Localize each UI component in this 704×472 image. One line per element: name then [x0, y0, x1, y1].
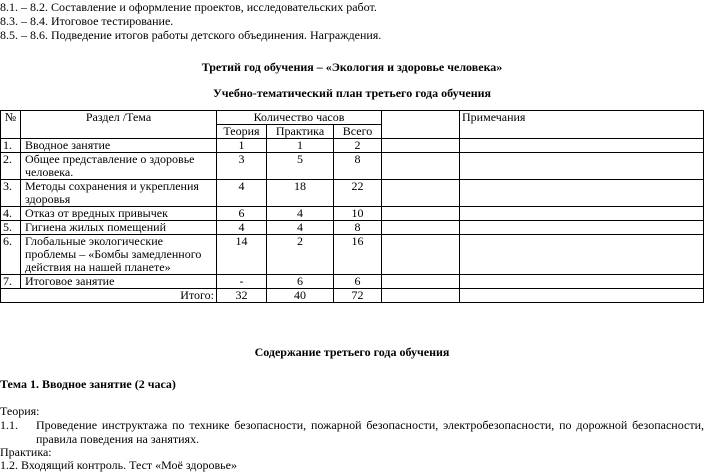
row-total: 10	[334, 207, 382, 221]
row-practice: 2	[267, 235, 334, 275]
total-theory: 32	[217, 289, 267, 303]
row-theory: 4	[217, 221, 267, 235]
row-notes	[460, 275, 704, 289]
header-practice: Практика	[267, 125, 334, 139]
row-practice: 5	[267, 153, 334, 180]
table-row	[1, 153, 704, 180]
intro-line-1: 8.1. – 8.2. Составление и оформление проектов, исследовательских работ.	[0, 0, 377, 14]
row-notes	[460, 139, 704, 153]
row-topic: Гигиена жилых помещений	[21, 221, 217, 235]
row-total: 8	[334, 153, 382, 180]
table-row	[1, 139, 704, 153]
header-total: Всего	[334, 125, 382, 139]
row-theory: 1	[217, 139, 267, 153]
theory-label: Теория:	[0, 404, 40, 418]
practice-label: Практика:	[0, 445, 52, 459]
content-title: Содержание третьего года обучения	[254, 345, 450, 359]
row-num: 4.	[1, 207, 21, 221]
row-total: 6	[334, 275, 382, 289]
row-theory: 6	[217, 207, 267, 221]
practice-item: 1.2. Входящий контроль. Тест «Моё здоровье»	[0, 458, 237, 472]
header-hours: Количество часов	[217, 111, 382, 125]
year-title: Третий год обучения – «Экология и здоровье человека»	[201, 60, 503, 74]
row-num: 1.	[1, 139, 21, 153]
row-theory: 3	[217, 153, 267, 180]
row-notes	[460, 207, 704, 221]
row-num: 2.	[1, 153, 21, 180]
row-topic: Отказ от вредных привычек	[21, 207, 217, 221]
header-num: №	[1, 111, 21, 139]
intro-line-3: 8.5. – 8.6. Подведение итогов работы детского объединения. Награждения.	[0, 28, 382, 42]
row-practice: 6	[267, 275, 334, 289]
table-row	[1, 221, 704, 235]
row-total: 8	[334, 221, 382, 235]
header-theory: Теория	[217, 125, 267, 139]
row-topic: Глобальные экологические проблемы – «Бомбы замедленного действия на нашей планете»	[21, 235, 217, 275]
total-notes	[460, 289, 704, 303]
header-topic: Раздел /Тема	[21, 111, 217, 139]
table-row	[1, 275, 704, 289]
total-label: Итого:	[1, 289, 217, 303]
row-practice: 18	[267, 180, 334, 207]
table-row	[1, 235, 704, 275]
row-notes	[460, 153, 704, 180]
row-total: 2	[334, 139, 382, 153]
total-practice: 40	[267, 289, 334, 303]
header-notes: Примечания	[460, 111, 704, 139]
row-notes	[460, 235, 704, 275]
row-notes	[460, 180, 704, 207]
row-theory: -	[217, 275, 267, 289]
plan-title: Учебно-тематический план третьего года обучения	[212, 86, 492, 100]
theory-item-text: Проведение инструктажа по технике безопасности, пожарной безопасности, электробезопасности, по дорожной безопасности, правила поведения на занятиях.	[36, 418, 704, 446]
total-total: 72	[334, 289, 382, 303]
intro-line-2: 8.3. – 8.4. Итоговое тестирование.	[0, 14, 174, 28]
table-row	[1, 207, 704, 221]
row-num: 6.	[1, 235, 21, 275]
table-row	[1, 180, 704, 207]
theory-item-num: 1.1.	[0, 418, 18, 432]
row-practice: 4	[267, 221, 334, 235]
row-theory: 4	[217, 180, 267, 207]
row-topic: Общее представление о здоровье человека.	[21, 153, 217, 180]
row-theory: 14	[217, 235, 267, 275]
row-num: 7.	[1, 275, 21, 289]
row-num: 5.	[1, 221, 21, 235]
curriculum-table	[0, 110, 704, 303]
row-practice: 1	[267, 139, 334, 153]
row-practice: 4	[267, 207, 334, 221]
row-notes	[460, 221, 704, 235]
table-total-row	[1, 289, 704, 303]
row-total: 16	[334, 235, 382, 275]
row-total: 22	[334, 180, 382, 207]
row-topic: Вводное занятие	[21, 139, 217, 153]
row-num: 3.	[1, 180, 21, 207]
theme-title: Тема 1. Вводное занятие (2 часа)	[0, 377, 176, 391]
row-topic: Методы сохранения и укрепления здоровья	[21, 180, 217, 207]
row-topic: Итоговое занятие	[21, 275, 217, 289]
